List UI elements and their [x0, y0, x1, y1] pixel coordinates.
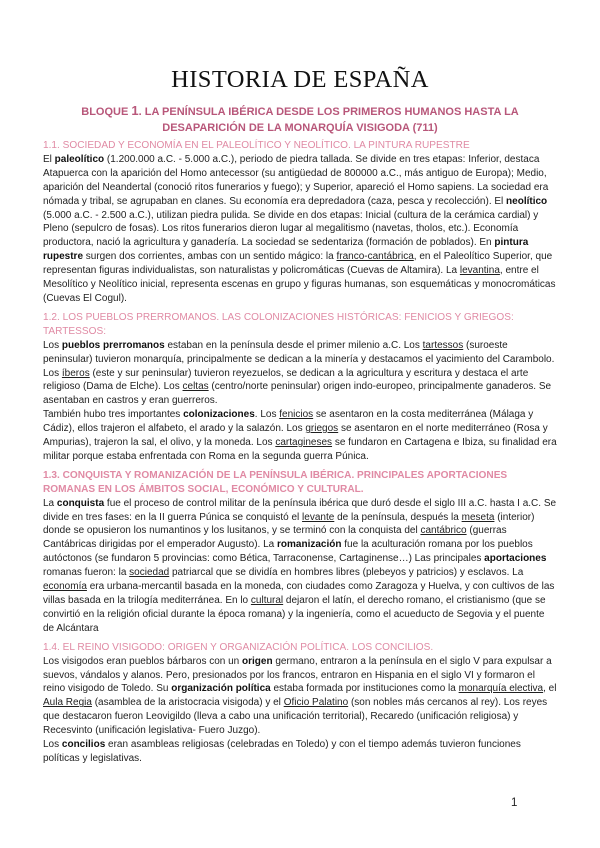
- underlined-term: cantábrico: [420, 525, 467, 537]
- section-1-2-heading: 1.2. LOS PUEBLOS PRERROMANOS. LAS COLONIZACIONES HISTÓRICAS: FENICIOS Y GRIEGOS: TARTESSOS:: [43, 311, 514, 337]
- text-run: fue la aculturación romana por los pueblos autóctonos (se fundaron 5 provincias: como Bética, Tarraconense, Cartaginense…) Las principales: [43, 539, 533, 565]
- document-content: [43, 139, 558, 766]
- text-run: (guerras Cantábricas dirigidas por el emperador Augusto). La: [43, 525, 507, 551]
- underlined-term: sociedad: [129, 567, 170, 579]
- text-run: También hubo tres importantes: [43, 409, 184, 421]
- text-run: (interior) donde se opusieron los numantinos y los lusitanos, y se terminó con la conquista del: [43, 511, 535, 537]
- underlined-term: celtas: [182, 381, 209, 393]
- underlined-term: levantina: [459, 265, 500, 277]
- text-run: Los: [43, 739, 62, 751]
- bold-term: pintura rupestre: [43, 237, 529, 263]
- underlined-term: tartessos: [422, 339, 464, 351]
- bloque-number: 1: [131, 103, 139, 118]
- text-run: Los visigodos eran pueblos bárbaros con un: [43, 655, 243, 667]
- underlined-term: levante: [302, 511, 335, 523]
- text-run: se fundaron en Cartagena e Ibiza, su finalidad era militar porque estaba enfrentada con Roma en la segunda guerra Púnica.: [43, 437, 557, 462]
- text-run: eran asambleas religiosas (celebradas en Toledo) y con el tiempo además tuvieron funciones políticas y legislativas.: [43, 739, 521, 764]
- bloque-text: . LA PENÍNSULA IBÉRICA DESDE LOS PRIMEROS HUMANOS HASTA LA DESAPARICIÓN DE LA MONARQUÍA VISIGODA (711): [138, 106, 519, 134]
- text-run: se asentaron en la costa mediterránea (Málaga y Cádiz), ellos trajeron el alfabeto, el arado y la salazón. Los: [43, 409, 534, 435]
- bold-term: concilios: [61, 739, 106, 751]
- underlined-term: griegos: [305, 423, 339, 435]
- bold-term: neolítico: [506, 195, 548, 207]
- text-run: (1.200.000 a.C. - 5.000 a.C.), periodo de piedra tallada. Se divide en tres etapas: Inferior, destaca Atapuerca con la aparición del Homo antecessor (su antigüedad de 800000 a.C., más antiguo de Europa); Medio, aparición del Neandertal (conoció ritos funerarios y fuego); y Superior, apareció el Homo sapiens. La sociedad era nómada y tribal, se agrupaban en clanes. Su economía era depredadora (caza, pesca y recolección). El: [43, 153, 549, 207]
- bold-term: paleolítico: [54, 153, 105, 165]
- underlined-term: monarquía electiva: [458, 683, 544, 695]
- text-run: Los: [43, 339, 62, 351]
- underlined-term: Aula Regia: [43, 697, 92, 709]
- underlined-term: cartagineses: [275, 437, 333, 449]
- bold-term: organización política: [171, 683, 271, 695]
- text-run: La: [43, 497, 57, 509]
- text-run: (este y sur peninsular) tuvieron reyezuelos, se dedican a la agricultura y escritura y destaca el arte religioso (Dama de Elche). Los: [43, 367, 529, 393]
- text-run: (asamblea de la aristocracia visigoda) y el: [91, 697, 284, 709]
- text-run: , en el Paleolítico Superior, que representan figuras individualistas, son naturalistas y policromáticas (Cuevas de Altamira). La: [43, 251, 553, 277]
- bold-term: romanización: [277, 539, 342, 551]
- text-run: (5.000 a.C. - 2.500 a.C.), utilizan piedra pulida. Se divide en dos etapas: Inicial (cultura de la cerámica cardial) y Pleno (sepulcro de fosas). Los ritos funerarios dieron lugar al megalitismo (navetas, tholos, etc.). Economía productora, nació la agricultura y ganadería. La sociedad se sedentariza (formación de poblados). En: [43, 209, 539, 249]
- bold-term: origen: [242, 655, 273, 667]
- text-run: fue el proceso de control militar de la península ibérica que duró desde el siglo III a.C. hasta I a.C. Se divide en tres fases: en la II guerra Púnica se conquistó el: [43, 497, 557, 523]
- underlined-term: franco-cantábrica: [336, 251, 414, 263]
- underlined-term: cultural: [250, 595, 284, 606]
- section-1-3-paragraph: [43, 497, 558, 636]
- section-1-2-paragraph-1: [43, 339, 558, 409]
- text-run: , el: [543, 683, 557, 695]
- text-run: (son nobles más cercanos al rey). Los reyes que destacaron fueron Leovigildo (lleva a cabo una unificación territorial), Recaredo (unificación religiosa) y Recesvinto (unificación legislativa- Fuero Juzgo).: [43, 697, 548, 737]
- bloque-prefix: BLOQUE: [81, 106, 132, 118]
- bold-term: aportaciones: [484, 553, 547, 565]
- section-1-3-heading: 1.3. CONQUISTA Y ROMANIZACIÓN DE LA PENÍNSULA IBÉRICA. PRINCIPALES APORTACIONES ROMANAS EN LOS ÁMBITOS SOCIAL, ECONÓMICO Y CULTURAL.: [43, 469, 508, 495]
- text-run: germano, entraron a la península en el siglo V para expulsar a suevos, vándalos y alanos. Pero, presionados por los francos, entraron en Hispania en el siglo VI y formaron el reino visigodo de Toledo. Su: [43, 655, 552, 695]
- text-run: dejaron el latín, el derecho romano, el cristianismo (que se convirtió en la religión oficial durante la época romana) y la ingeniería, como el acueducto de Segovia y el puente de Alcántara: [43, 595, 546, 634]
- text-run: . Los: [254, 409, 280, 421]
- underlined-term: economía: [43, 581, 87, 593]
- text-run: patriarcal que se dividía en hombres libres (plebeyos y patricios) y esclavos. La: [169, 567, 524, 579]
- section-1-4-paragraph-2: [43, 738, 558, 766]
- text-run: estaba formada por instituciones como la: [270, 683, 459, 695]
- text-run: , entre el Mesolítico y Neolítico inicial, representa escenas en grupo y figuras humanas, son esquemáticas y monocromáticas (Cuevas El Cogul).: [43, 265, 556, 304]
- text-run: era urbana-mercantil basada en la moneda, con ciudades como Zaragoza y Huelva, y con cultivos de las villas basada en la trilogía mediterránea. En lo: [43, 581, 555, 606]
- text-run: romanas fueron: la: [43, 567, 130, 579]
- bloque-heading: [40, 103, 560, 136]
- bold-term: pueblos prerromanos: [61, 339, 165, 351]
- text-run: estaban en la península desde el primer milenio a.C. Los: [164, 339, 423, 351]
- text-run: se asentaron en el norte mediterráneo (Rosa y Ampurias), trajeron la sal, el olivo, y la moneda. Los: [43, 423, 548, 449]
- document-title: HISTORIA DE ESPAÑA: [171, 66, 429, 93]
- text-run: de la península, después la: [334, 511, 462, 523]
- text-run: El: [43, 153, 55, 165]
- text-run: surgen dos corrientes, ambas con un sentido mágico: la: [83, 251, 337, 263]
- section-1-4-heading: 1.4. EL REINO VISIGODO: ORIGEN Y ORGANIZACIÓN POLÍTICA. LOS CONCILIOS.: [43, 641, 434, 653]
- underlined-term: meseta: [461, 511, 495, 523]
- section-1-1-heading: 1.1. SOCIEDAD Y ECONOMÍA EN EL PALEOLÍTICO Y NEOLÍTICO. LA PINTURA RUPESTRE: [43, 140, 470, 151]
- section-1-2-paragraph-2: [43, 408, 558, 464]
- text-run: (suroeste peninsular) tuvieron monarquía, principalmente se dedican a la minería y destacamos el yacimiento del Carambolo. Los: [43, 339, 555, 379]
- text-run: (centro/norte peninsular) origen indo-europeo, principalmente ganaderos. Se asentaban en castros y eran guerreros.: [43, 381, 552, 407]
- underlined-term: fenicios: [279, 409, 314, 421]
- bold-term: conquista: [56, 497, 105, 509]
- page-number: 1: [511, 797, 518, 809]
- section-1-4-paragraph-1: [43, 655, 558, 738]
- underlined-term: Oficio Palatino: [283, 697, 349, 709]
- bold-term: colonizaciones: [183, 409, 255, 421]
- section-1-1-paragraph: [43, 153, 558, 306]
- underlined-term: íberos: [61, 367, 90, 379]
